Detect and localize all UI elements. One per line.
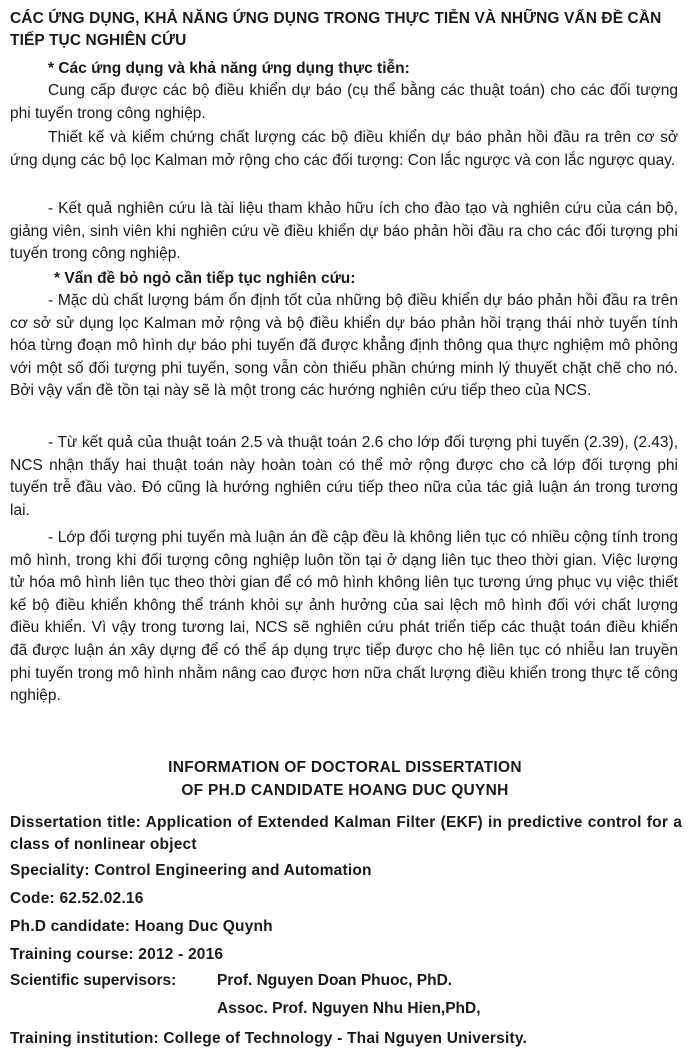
supervisors-label: Scientific supervisors: (10, 972, 177, 989)
institution-label: Training institution: (10, 1030, 159, 1047)
code-value: 62.52.02.16 (59, 890, 144, 907)
training-course-row (10, 944, 682, 966)
dissertation-title-label: Dissertation title: (10, 814, 142, 831)
applications-paragraph-2: Thiết kế và kiểm chứng chất lượng các bộ điều khiển dự báo phản hồi đầu ra trên cơ sở ứng dụng các bộ lọc Kalman mở rộng cho các đối tượng: Con lắc ngược và con lắc ngược quay. (10, 129, 678, 169)
code-row (10, 888, 682, 910)
info-title-line-2: OF PH.D CANDIDATE HOANG DUC QUYNH (181, 782, 509, 799)
institution-row (10, 1028, 682, 1050)
applications-paragraph-1: Cung cấp được các bộ điều khiển dự báo (cụ thể bằng các thuật toán) cho các đối tượng phi tuyến trong công nghiệp. (10, 82, 678, 122)
speciality-label: Speciality: (10, 862, 90, 879)
supervisor-1: Prof. Nguyen Doan Phuoc, PhD. (217, 972, 453, 989)
speciality-row (10, 860, 682, 882)
code-label: Code: (10, 890, 55, 907)
section-heading: CÁC ỨNG DỤNG, KHẢ NĂNG ỨNG DỤNG TRONG THỰC TIỄN VÀ NHỮNG VẤN ĐỀ CẦN TIẾP TỤC NGHIÊN CỨU (10, 10, 662, 49)
info-title-line-1: INFORMATION OF DOCTORAL DISSERTATION (168, 759, 522, 776)
candidate-label: Ph.D candidate: (10, 918, 131, 935)
issues-paragraph-2: - Từ kết quả của thuật toán 2.5 và thuật toán 2.6 cho lớp đối tượng phi tuyến (2.39), (2.43), NCS nhận thấy hai thuật toán này hoàn toàn có thể mở rộng được cho cả lớp đối tượng phi tuyến trễ đầu vào. Đó cũng là hướng nghiên cứu tiếp theo nữa của tác giả luận án trong tương lai. (10, 434, 678, 519)
training-course-value: 2012 - 2016 (138, 946, 224, 963)
candidate-row (10, 916, 682, 938)
speciality-value: Control Engineering and Automation (94, 862, 372, 879)
dissertation-title-value: Application of Extended Kalman Filter (EKF) in predictive control for a class of nonlinear object (10, 814, 683, 853)
applications-paragraph-3: - Kết quả nghiên cứu là tài liệu tham khảo hữu ích cho đào tạo và nghiên cứu của cán bộ, giảng viên, sinh viên khi nghiên cứu về điều khiển dự báo phản hồi đầu ra cho các đối tượng phi tuyến trong công nghiệp. (10, 200, 678, 263)
supervisor-2: Assoc. Prof. Nguyen Nhu Hien,PhD, (217, 1000, 481, 1017)
institution-value: College of Technology - Thai Nguyen University. (163, 1030, 528, 1047)
training-course-label: Training course: (10, 946, 134, 963)
issues-paragraph-3: - Lớp đối tượng phi tuyến mà luận án đề cập đều là không liên tục có nhiều cộng tính trong mô hình, trong khi đối tượng công nghiệp luôn tồn tại ở dạng liên tục theo thời gian. Việc lượng tử hóa mô hình liên tục theo thời gian để có mô hình không liên tục tương ứng phục vụ việc thiết kế bộ điều khiển không thể tránh khỏi sự ảnh hưởng của sai lệch mô hình đối với chất lượng điều khiển. Vì vậy trong tương lai, NCS sẽ nghiên cứu phát triển tiếp các thuật toán điều khiển đã được luận án xây dựng để có thể áp dụng trực tiếp được cho hệ liên tục có nhiễu lan truyền phi tuyến trong mô hình nhằm nâng cao được hơn nữa chất lượng điều khiển trong thực tế công nghiệp. (10, 529, 678, 705)
issues-paragraph-1: - Mặc dù chất lượng bám ổn định tốt của những bộ điều khiển dự báo phản hồi đầu ra trên cơ sở sử dụng lọc Kalman mở rộng và bộ điều khiển dự báo phản hồi trạng thái nhờ tuyến tính hóa từng đoạn mô hình dự báo phi tuyến đã được khẳng định thông qua thực nghiệm mô phỏng với một số đối tượng phi tuyến, song vẫn còn thiếu phần chứng minh lý thuyết chặt chẽ cho nó. Bởi vậy vấn đề tồn tại này sẽ là một trong các hướng nghiên cứu tiếp theo của NCS. (10, 292, 678, 400)
candidate-value: Hoang Duc Quynh (134, 918, 273, 935)
applications-subheading: * Các ứng dụng và khả năng ứng dụng thực tiễn: (48, 60, 410, 77)
issues-subheading: * Vấn đề bỏ ngỏ cần tiếp tục nghiên cứu: (54, 270, 356, 287)
dissertation-title-row (10, 812, 682, 856)
